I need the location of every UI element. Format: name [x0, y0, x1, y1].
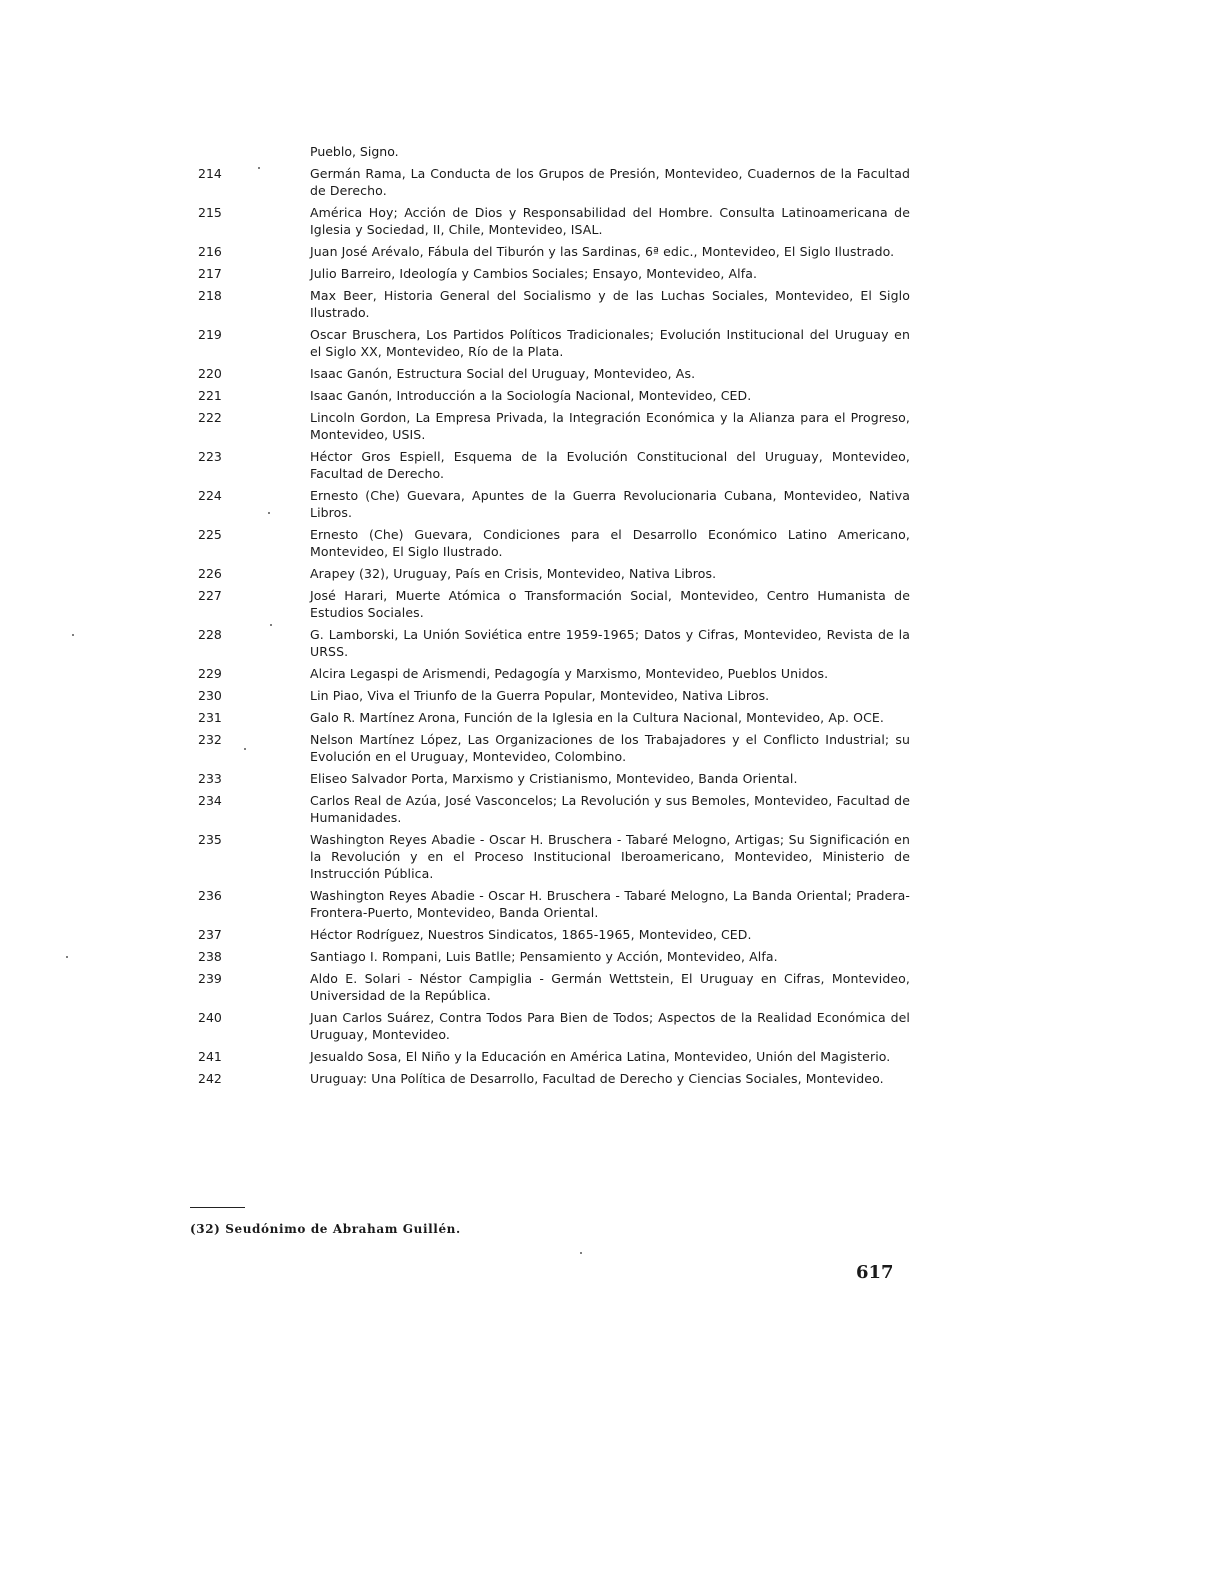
entry-text: Lin Piao, Viva el Triunfo de la Guerra Popular, Montevideo, Nativa Libros. — [310, 688, 770, 703]
page-number: 617 — [856, 1262, 894, 1283]
entry-text: Isaac Ganón, Estructura Social del Uruguay, Montevideo, As. — [310, 366, 696, 381]
entry-number: 234 — [198, 793, 222, 808]
entry-number: 230 — [198, 688, 222, 703]
entry-number: 217 — [198, 266, 222, 281]
bibliography-entry — [198, 487, 910, 521]
entry-text: Juan José Arévalo, Fábula del Tiburón y las Sardinas, 6ª edic., Montevideo, El Siglo Ilustrado. — [310, 244, 895, 259]
bibliography-entry — [198, 926, 910, 943]
entry-number: 224 — [198, 488, 222, 503]
entry-text: Ernesto (Che) Guevara, Apuntes de la Guerra Revolucionaria Cubana, Montevideo, Nativa Libros. — [310, 488, 910, 520]
entry-text: Arapey (32), Uruguay, País en Crisis, Montevideo, Nativa Libros. — [310, 566, 717, 581]
scan-speck — [66, 956, 68, 958]
entry-number: 239 — [198, 971, 222, 986]
scan-speck — [270, 624, 272, 626]
bibliography-entry — [198, 1070, 910, 1087]
entry-text: Julio Barreiro, Ideología y Cambios Sociales; Ensayo, Montevideo, Alfa. — [310, 266, 758, 281]
entry-number: 225 — [198, 527, 222, 542]
entry-text: Héctor Rodríguez, Nuestros Sindicatos, 1865-1965, Montevideo, CED. — [310, 927, 752, 942]
entry-text: Héctor Gros Espiell, Esquema de la Evolución Constitucional del Uruguay, Montevideo, Facultad de Derecho. — [310, 449, 910, 481]
bibliography-entry — [198, 831, 910, 882]
bibliography-entry — [198, 204, 910, 238]
bibliography-list — [198, 143, 910, 1092]
entry-text: Washington Reyes Abadie - Oscar H. Bruschera - Tabaré Melogno, La Banda Oriental; Pradera-Frontera-Puerto, Montevideo, Banda Oriental. — [310, 888, 910, 920]
entry-text: Nelson Martínez López, Las Organizaciones de los Trabajadores y el Conflicto Industrial; su Evolución en el Uruguay, Montevideo, Colombino. — [310, 732, 910, 764]
scan-speck — [72, 634, 74, 636]
entry-number: 238 — [198, 949, 222, 964]
entry-text: Ernesto (Che) Guevara, Condiciones para el Desarrollo Económico Latino Americano, Montevideo, El Siglo Ilustrado. — [310, 527, 910, 559]
entry-number: 236 — [198, 888, 222, 903]
entry-text: Aldo E. Solari - Néstor Campiglia - Germán Wettstein, El Uruguay en Cifras, Montevideo, Universidad de la República. — [310, 971, 910, 1003]
bibliography-entry — [198, 687, 910, 704]
entry-text: Alcira Legaspi de Arismendi, Pedagogía y Marxismo, Montevideo, Pueblos Unidos. — [310, 666, 829, 681]
entry-text: Lincoln Gordon, La Empresa Privada, la Integración Económica y la Alianza para el Progreso, Montevideo, USIS. — [310, 410, 910, 442]
entry-number: 235 — [198, 832, 222, 847]
bibliography-entry — [198, 626, 910, 660]
continuation-line: Pueblo, Signo. — [310, 144, 399, 159]
entry-number: 214 — [198, 166, 222, 181]
entry-number: 229 — [198, 666, 222, 681]
bibliography-entry — [198, 709, 910, 726]
entry-number: 223 — [198, 449, 222, 464]
scan-speck — [268, 512, 270, 514]
bibliography-entry — [198, 365, 910, 382]
bibliography-entry — [198, 287, 910, 321]
entry-text: Uruguay: Una Política de Desarrollo, Facultad de Derecho y Ciencias Sociales, Montevideo. — [310, 1071, 884, 1086]
entry-number: 237 — [198, 927, 222, 942]
footnote-rule — [190, 1207, 245, 1208]
bibliography-entry — [198, 587, 910, 621]
entry-number: 220 — [198, 366, 222, 381]
entry-text: Eliseo Salvador Porta, Marxismo y Cristianismo, Montevideo, Banda Oriental. — [310, 771, 798, 786]
scan-speck — [244, 748, 246, 750]
bibliography-entry — [198, 326, 910, 360]
entry-text: Carlos Real de Azúa, José Vasconcelos; La Revolución y sus Bemoles, Montevideo, Facultad de Humanidades. — [310, 793, 910, 825]
bibliography-entry — [198, 265, 910, 282]
entry-text: José Harari, Muerte Atómica o Transformación Social, Montevideo, Centro Humanista de Estudios Sociales. — [310, 588, 910, 620]
entry-number: 242 — [198, 1071, 222, 1086]
bibliography-entry — [198, 1009, 910, 1043]
entry-number: 218 — [198, 288, 222, 303]
bibliography-entry — [198, 526, 910, 560]
entry-text: Jesualdo Sosa, El Niño y la Educación en América Latina, Montevideo, Unión del Magisterio. — [310, 1049, 891, 1064]
entry-text: Oscar Bruschera, Los Partidos Políticos Tradicionales; Evolución Institucional del Uruguay en el Siglo XX, Montevideo, Río de la Plata. — [310, 327, 910, 359]
bibliography-entry — [198, 731, 910, 765]
entry-text: Santiago I. Rompani, Luis Batlle; Pensamiento y Acción, Montevideo, Alfa. — [310, 949, 778, 964]
bibliography-entry — [198, 165, 910, 199]
entry-number: 233 — [198, 771, 222, 786]
entry-text: Isaac Ganón, Introducción a la Sociología Nacional, Montevideo, CED. — [310, 388, 752, 403]
bibliography-entry — [198, 792, 910, 826]
bibliography-entry — [198, 387, 910, 404]
entry-number: 232 — [198, 732, 222, 747]
entry-number: 240 — [198, 1010, 222, 1025]
entry-number: 226 — [198, 566, 222, 581]
bibliography-entry — [198, 770, 910, 787]
entry-number: 222 — [198, 410, 222, 425]
bibliography-entry — [198, 565, 910, 582]
bibliography-entry — [198, 948, 910, 965]
entry-number: 216 — [198, 244, 222, 259]
entry-number: 215 — [198, 205, 222, 220]
footnote: (32) Seudónimo de Abraham Guillén. — [190, 1222, 461, 1236]
bibliography-entry — [198, 1048, 910, 1065]
entry-text: Germán Rama, La Conducta de los Grupos de Presión, Montevideo, Cuadernos de la Facultad de Derecho. — [310, 166, 910, 198]
entry-number: 221 — [198, 388, 222, 403]
bibliography-entry — [198, 448, 910, 482]
entry-text: Max Beer, Historia General del Socialismo y de las Luchas Sociales, Montevideo, El Siglo Ilustrado. — [310, 288, 910, 320]
bibliography-entry — [198, 243, 910, 260]
entry-text: Juan Carlos Suárez, Contra Todos Para Bien de Todos; Aspectos de la Realidad Económica del Uruguay, Montevideo. — [310, 1010, 910, 1042]
entry-number: 228 — [198, 627, 222, 642]
entry-number: 241 — [198, 1049, 222, 1064]
entry-number: 227 — [198, 588, 222, 603]
entry-number: 219 — [198, 327, 222, 342]
bibliography-entry — [198, 409, 910, 443]
bibliography-entry — [198, 970, 910, 1004]
bibliography-entry — [198, 665, 910, 682]
entry-text: Galo R. Martínez Arona, Función de la Iglesia en la Cultura Nacional, Montevideo, Ap. OCE. — [310, 710, 884, 725]
scan-speck — [258, 167, 260, 169]
entry-text: G. Lamborski, La Unión Soviética entre 1959-1965; Datos y Cifras, Montevideo, Revista de la URSS. — [310, 627, 910, 659]
bibliography-entry — [198, 887, 910, 921]
entry-list — [198, 165, 910, 1087]
entry-text: Washington Reyes Abadie - Oscar H. Bruschera - Tabaré Melogno, Artigas; Su Significación en la Revolución y en el Proceso Institucional Iberoamericano, Montevideo, Ministerio de Instrucción Pública. — [310, 832, 910, 881]
entry-text: América Hoy; Acción de Dios y Responsabilidad del Hombre. Consulta Latinoamericana de Iglesia y Sociedad, II, Chile, Montevideo, ISAL. — [310, 205, 910, 237]
scan-speck — [580, 1252, 582, 1254]
entry-number: 231 — [198, 710, 222, 725]
